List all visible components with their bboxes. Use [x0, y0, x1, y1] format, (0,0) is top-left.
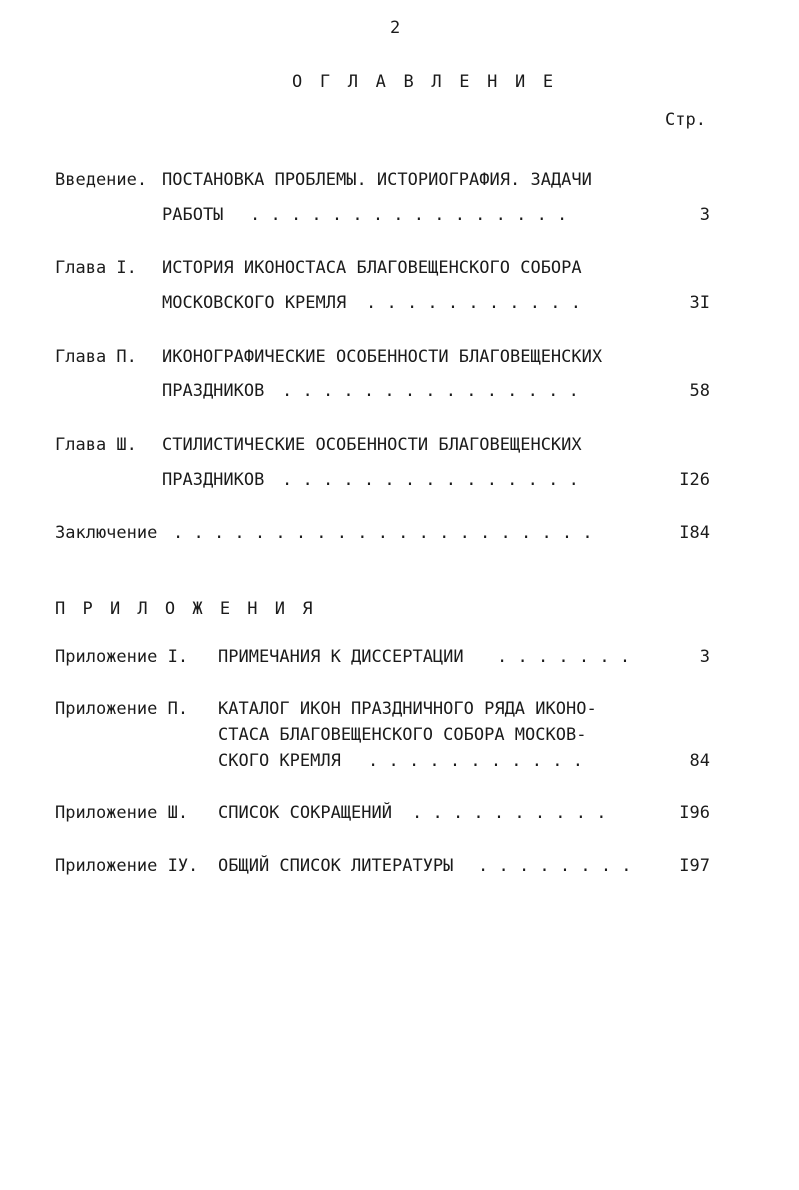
appendix-title-line: СТАСА БЛАГОВЕЩЕНСКОГО СОБОРА МОСКОВ- — [218, 725, 587, 745]
appendix-label: Приложение IУ. — [55, 856, 199, 876]
appendix-title-line: СКОГО КРЕМЛЯ — [218, 751, 341, 771]
appendix-page-number: 84 — [689, 751, 710, 771]
toc-page-number: I84 — [679, 523, 710, 543]
toc-page-number: I26 — [679, 470, 710, 490]
appendix-label: Приложение I. — [55, 647, 189, 667]
toc-title-line: ИСТОРИЯ ИКОНОСТАСА БЛАГОВЕЩЕНСКОГО СОБОРА — [162, 258, 582, 278]
toc-page-number: 3I — [689, 293, 710, 313]
page-column-header: Стр. — [665, 110, 706, 130]
appendix-page-number: 3 — [699, 647, 710, 667]
toc-title-line: СТИЛИСТИЧЕСКИЕ ОСОБЕННОСТИ БЛАГОВЕЩЕНСКИХ — [162, 435, 582, 455]
toc-title-line: ПОСТАНОВКА ПРОБЛЕМЫ. ИСТОРИОГРАФИЯ. ЗАДАЧИ — [162, 170, 592, 190]
appendix-title-line: КАТАЛОГ ИКОН ПРАЗДНИЧНОГО РЯДА ИКОНО- — [218, 699, 597, 719]
appendix-title-line: СПИСОК СОКРАЩЕНИЙ — [218, 803, 392, 823]
dot-leader: . . . . . . . . . . . . . . . . . . . . . — [173, 523, 593, 543]
toc-label: Заключение — [55, 523, 158, 543]
toc-title-line: ПРАЗДНИКОВ — [162, 470, 265, 490]
dot-leader: . . . . . . . . . . — [412, 803, 607, 823]
page-number: 2 — [390, 18, 401, 38]
dot-leader: . . . . . . . . . . . . . . . — [282, 470, 579, 490]
toc-title-line: ИКОНОГРАФИЧЕСКИЕ ОСОБЕННОСТИ БЛАГОВЕЩЕНСКИХ — [162, 347, 603, 367]
dot-leader: . . . . . . . . . . . . . . . — [282, 381, 579, 401]
toc-label: Глава П. — [55, 347, 137, 367]
appendix-page-number: I96 — [679, 803, 710, 823]
appendix-label: Приложение Ш. — [55, 803, 189, 823]
dot-leader: . . . . . . . . — [478, 856, 632, 876]
toc-title-line: ПРАЗДНИКОВ — [162, 381, 265, 401]
dot-leader: . . . . . . . . . . . . . . . . — [250, 205, 568, 225]
dot-leader: . . . . . . . — [497, 647, 631, 667]
toc-page-number: 3 — [699, 205, 710, 225]
toc-label: Глава I. — [55, 258, 137, 278]
appendix-label: Приложение П. — [55, 699, 189, 719]
dot-leader: . . . . . . . . . . . — [366, 293, 581, 313]
page-title: О Г Л А В Л Е Н И Е — [292, 72, 557, 92]
appendix-title-line: ОБЩИЙ СПИСОК ЛИТЕРАТУРЫ — [218, 856, 454, 876]
toc-title-line: РАБОТЫ — [162, 205, 224, 225]
appendix-title-line: ПРИМЕЧАНИЯ К ДИССЕРТАЦИИ — [218, 647, 464, 667]
dot-leader: . . . . . . . . . . . — [368, 751, 583, 771]
toc-label: Введение. — [55, 170, 148, 190]
toc-label: Глава Ш. — [55, 435, 137, 455]
toc-page-number: 58 — [689, 381, 710, 401]
appendix-page-number: I97 — [679, 856, 710, 876]
appendix-heading: П Р И Л О Ж Е Н И Я — [55, 599, 316, 619]
toc-title-line: МОСКОВСКОГО КРЕМЛЯ — [162, 293, 347, 313]
